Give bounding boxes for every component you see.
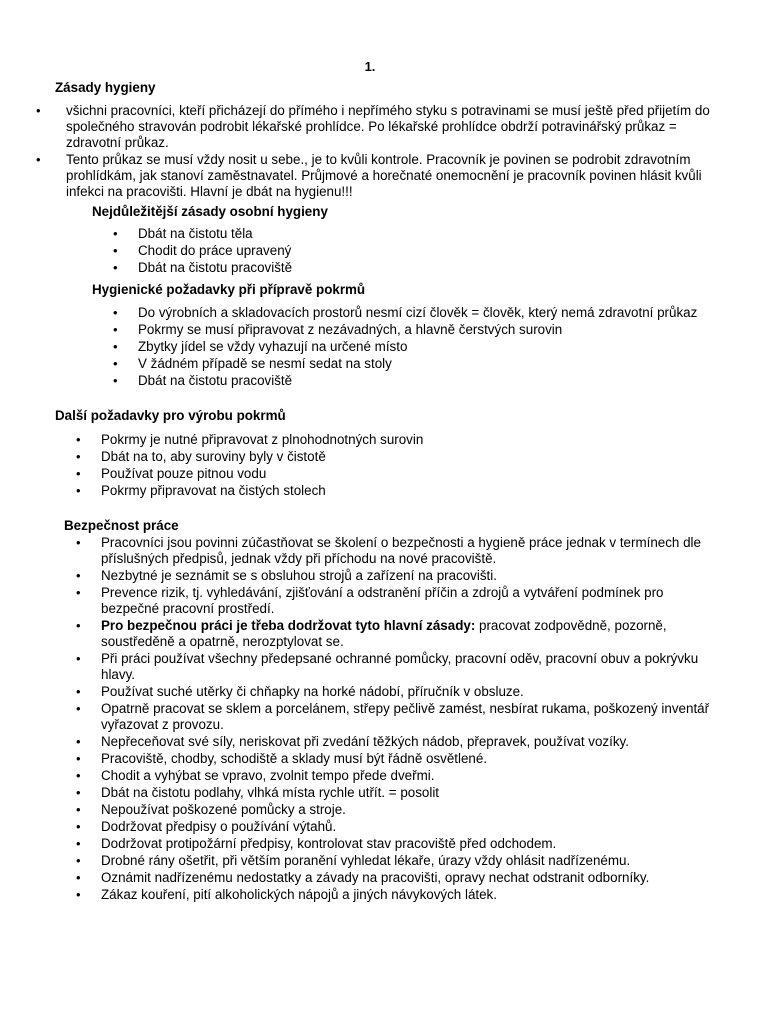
page-number: 1. (364, 59, 376, 74)
list-zasady-hygieny (66, 103, 731, 201)
list-item: • Pokrmy připravovat na čistých stolech (101, 483, 721, 499)
list-item: • V žádném případě se nesmí sedat na stoly (138, 356, 728, 372)
list-item: • Chodit do práce upravený (138, 243, 728, 259)
list-item: • Dodržovat předpisy o používání výtahů. (101, 819, 721, 835)
list-item: • Zákaz kouření, pití alkoholických nápojů a jiných návykových látek. (101, 887, 721, 903)
list-item: • Nezbytné je seznámit se s obsluhou strojů a zařízení na pracovišti. (101, 568, 721, 584)
list-item: • Používat pouze pitnou vodu (101, 466, 721, 482)
list-item: • Dodržovat protipožární předpisy, kontrolovat stav pracoviště před odchodem. (101, 836, 721, 852)
bold-lead-text: Pro bezpečnou práci je třeba dodržovat tyto hlavní zásady: (101, 618, 476, 633)
list-hygienicke-pozadavky (138, 305, 728, 390)
heading-hygienicke-pozadavky: Hygienické požadavky při přípravě pokrmů (92, 282, 366, 297)
list-item: • Oznámit nadřízenému nedostatky a závady na pracovišti, opravy nechat odstranit odborníky. (101, 870, 721, 886)
list-bezpecnost-prace (101, 535, 721, 904)
list-item: • Dbát na čistotu pracoviště (138, 260, 728, 276)
list-item: • Zbytky jídel se vždy vyhazují na určené místo (138, 339, 728, 355)
list-item: • Do výrobních a skladovacích prostorů nesmí cizí člověk = člověk, který nemá zdravotní průkaz (138, 305, 728, 321)
list-item: • Dbát na čistotu těla (138, 226, 728, 242)
list-item: • Dbát na to, aby suroviny byly v čistotě (101, 449, 721, 465)
heading-osobni-hygiena: Nejdůležitější zásady osobní hygieny (92, 204, 328, 219)
list-item: • Prevence rizik, tj. vyhledávání, zjišťování a odstranění příčin a zdrojů a vytváření podmínek pro bezpečné pracovní prostředí. (101, 585, 721, 617)
list-item: • všichni pracovníci, kteří přicházejí do přímého i nepřímého styku s potravinami se musí ještě před přijetím do společného stravován podrobit lékařské prohlídce. Po lékařské prohlídce obdrží potravinářský průkaz = zdravotní průkaz. (66, 103, 731, 151)
list-item: • Chodit a vyhýbat se vpravo, zvolnit tempo přede dveřmi. (101, 768, 721, 784)
list-item: • Pokrmy je nutné připravovat z plnohodnotných surovin (101, 432, 721, 448)
list-item-rest-text: pracovat zodpovědně, pozorně, soustředěně a opatrně, nerozptylovat se. (101, 618, 667, 649)
list-item: • Pokrmy se musí připravovat z nezávadných, a hlavně čerstvých surovin (138, 322, 728, 338)
list-item: • Při práci používat všechny předepsané ochranné pomůcky, pracovní oděv, pracovní obuv a pokrývku hlavy. (101, 651, 721, 683)
list-item: • Nepoužívat poškozené pomůcky a stroje. (101, 802, 721, 818)
list-item: • Používat suché utěrky či chňapky na horké nádobí, příručník v obsluze. (101, 684, 721, 700)
heading-bezpecnost-prace: Bezpečnost práce (64, 518, 179, 533)
list-item: • Opatrně pracovat se sklem a porcelánem, střepy pečlivě zamést, nesbírat rukama, poškozený inventář vyřazovat z provozu. (101, 701, 721, 733)
list-item: • Pracovníci jsou povinni zúčastňovat se školení o bezpečnosti a hygieně práce jednak v termínech dle příslušných předpisů, jednak vždy při příchodu na nové pracoviště. (101, 535, 721, 567)
list-item: • Drobné rány ošetřit, při větším poranění vyhledat lékaře, úrazy vždy ohlásit nadřízenému. (101, 853, 721, 869)
heading-zasady-hygieny: Zásady hygieny (55, 80, 156, 95)
list-item: • Dbát na čistotu podlahy, vlhká místa rychle utřít. = posolit (101, 785, 721, 801)
list-item: • Dbát na čistotu pracoviště (138, 373, 728, 389)
list-dalsi-pozadavky (101, 432, 721, 500)
heading-dalsi-pozadavky: Další požadavky pro výrobu pokrmů (55, 408, 286, 423)
list-item: • Tento průkaz se musí vždy nosit u sebe., je to kvůli kontrole. Pracovník je povinen se podrobit zdravotním prohlídkám, jak stanoví zaměstnavatel. Průjmové a horečnaté onemocnění je pracovník povinen hlásit kvůli infekci na pracovišti. Hlavní je dbát na hygienu!!! (66, 152, 731, 200)
list-item: • Nepřeceňovat své síly, neriskovat při zvedání těžkých nádob, přepravek, používat vozíky. (101, 734, 721, 750)
list-item-bold-zasady (101, 618, 721, 650)
list-item: • Pracoviště, chodby, schodiště a sklady musí být řádně osvětlené. (101, 751, 721, 767)
list-osobni-hygiena (138, 226, 728, 277)
